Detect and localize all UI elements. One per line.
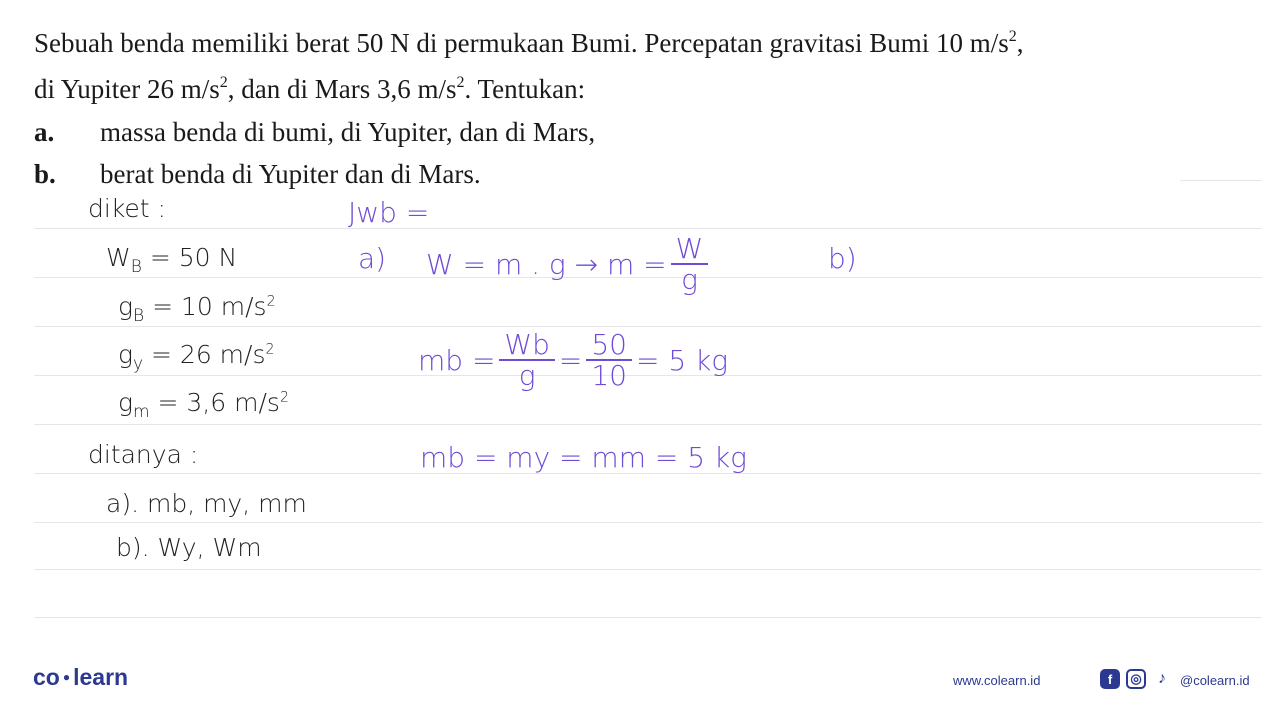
problem-line-1: Sebuah benda memiliki berat 50 N di permukaan Bumi. Percepatan gravitasi Bumi 10 $m/s^2$, [34,28,1024,58]
asked-part-b: b). Wy, Wm [116,533,262,562]
asked-part-a: a). mb, my, mm [106,489,307,518]
mass-earth-calc: mb = $\frac{Wb}{g}$ = $\frac{50}{10}$ = 5 kg [418,328,729,393]
given-gravity-earth: $g_B = 10$ $m/s^2$ [118,292,276,326]
ruled-line [34,617,1262,618]
given-gravity-jupiter: $g_y = 26$ $m/s^2$ [118,340,275,374]
formula-mass: W = m . g → m = $\frac{W}{g}$ [426,234,712,295]
problem-item-b: b. berat benda di Yupiter dan di Mars. [34,159,481,189]
diket-heading: diket : [88,194,166,223]
ruled-line [34,569,1262,570]
ruled-line-short [1180,180,1262,181]
ruled-line [34,522,1262,523]
ditanya-heading: ditanya : [88,440,199,469]
social-handle[interactable]: @colearn.id [1180,673,1250,688]
problem-item-a: a. massa benda di bumi, di Yupiter, dan di Mars, [34,117,596,147]
answer-a-label: a) [358,242,387,275]
fraction-wb-over-g: $\frac{Wb}{g}$ [499,330,554,391]
given-gravity-mars: $g_m = 3,6$ $m/s^2$ [118,388,289,422]
formula-fraction: $\frac{W}{g}$ [671,234,709,295]
mass-all-equal: mb = my = mm = 5 kg [420,441,747,474]
given-weight-earth: $W_B = 50$ N [106,243,238,277]
problem-line-2: di Yupiter 26 $m/s^2$, dan di Mars 3,6 $m/s^2$. Tentukan: [34,74,586,104]
instagram-icon[interactable]: ◎ [1126,669,1146,689]
fraction-50-over-10: $\frac{50}{10}$ [586,330,632,391]
ruled-line [34,424,1262,425]
website-link[interactable]: www.colearn.id [953,673,1041,688]
jwb-heading: Jwb = [348,196,430,229]
colearn-logo: co ● learn [33,664,129,690]
facebook-icon[interactable]: f [1100,669,1120,689]
tiktok-icon[interactable]: ♪ [1158,670,1166,687]
ruled-line [34,228,1262,229]
answer-b-label: b) [828,242,857,275]
ruled-line [34,326,1262,327]
